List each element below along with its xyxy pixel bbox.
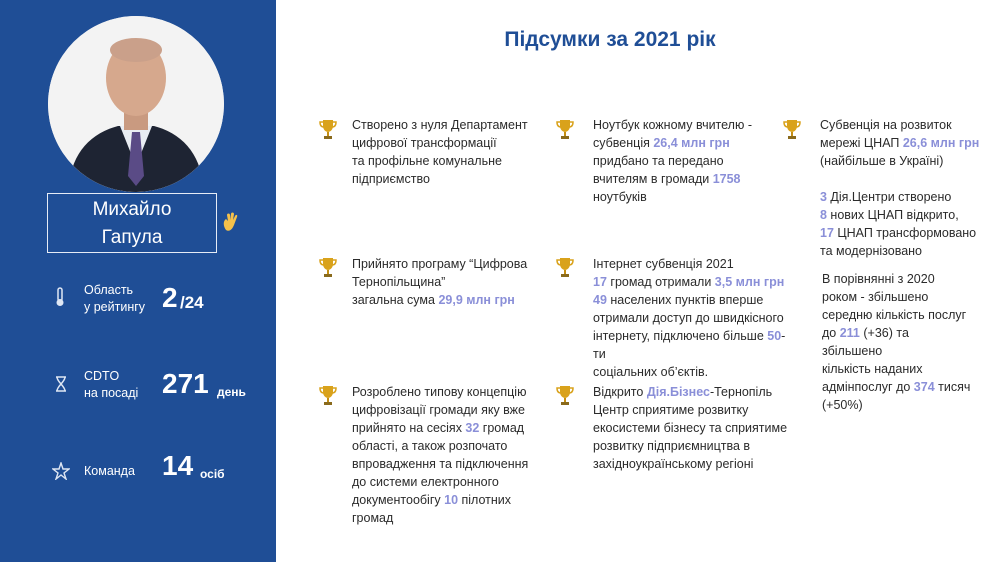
stat-rating-value: 2 (162, 282, 178, 313)
trophy-icon (555, 384, 575, 406)
achievement-digital-program: Прийнято програму “Цифрова Тернопільщина” загальна сума 29,9 млн грн (352, 257, 528, 307)
achievement-cnap-subvention: Субвенція на розвиток мережі ЦНАП 26,6 млн грн (найбільше в Україні) (820, 118, 980, 168)
stat-rating-label: Область у рейтингу (84, 283, 146, 314)
hourglass-icon (55, 376, 67, 397)
star-icon (52, 462, 70, 485)
stat-cdto-label: CDTO на посаді (84, 369, 139, 400)
achievement-internet: Інтернет субвенція 2021 17 громад отримали 3,5 млн грн 49 населених пунктів вперше отримали доступ до швидкісного інтернету, підключено більше 50-ти соціальних об’єктів. (593, 257, 786, 379)
stat-cdto-unit: день (217, 385, 246, 399)
profile-panel (0, 0, 276, 562)
trophy-icon (555, 118, 575, 140)
stat-rating-unit: /24 (180, 293, 204, 312)
waving-hand-icon (222, 212, 240, 237)
trophy-icon (318, 256, 338, 278)
achievement-cnap-centers: 3 Дія.Центри створено 8 нових ЦНАП відкрито, 17 ЦНАП трансформовано та модернізовано (820, 190, 977, 258)
profile-name-box (47, 193, 217, 253)
profile-last-name: Гапула (101, 227, 163, 248)
thermometer-icon (54, 287, 66, 312)
achievement-concept: Розроблено типову концепцію цифровізації громади яку вже прийнято на сесіях 32 громад області, а також розпочато впровадження та підключення до системи електронного документообігу 10 пілотних громад (352, 385, 529, 525)
stat-team-value: 14 (162, 450, 194, 481)
trophy-icon (318, 118, 338, 140)
achievement-diia-business: Відкрито Дія.Бізнес-Тернопіль Центр сприятиме розвитку екосистеми бізнесу та сприятиме розвитку підприємництва в західноукраїнському регіоні (593, 385, 788, 471)
trophy-icon (555, 256, 575, 278)
achievement-services-growth: В порівнянні з 2020 роком - збільшено середню кількість послуг до 211 (+36) та збільшено кількість наданих адмінпослуг до 374 тисяч (+50%) (822, 272, 971, 412)
page-title: Підсумки за 2021 рік (504, 28, 716, 51)
achievement-digital-department: Створено з нуля Департамент цифрової трансформації та профільне комунальне підприємство (352, 118, 528, 186)
stat-cdto-value: 271 (162, 368, 209, 399)
trophy-icon (318, 384, 338, 406)
profile-photo (48, 16, 224, 192)
achievement-laptops: Ноутбук кожному вчителю - субвенція 26,4 млн грн придбано та передано вчителям в громади 1758 ноутбуків (593, 118, 752, 204)
profile-first-name: Михайло (92, 199, 172, 220)
stat-team-label: Команда (84, 464, 135, 478)
stat-team-unit: осіб (200, 467, 225, 481)
